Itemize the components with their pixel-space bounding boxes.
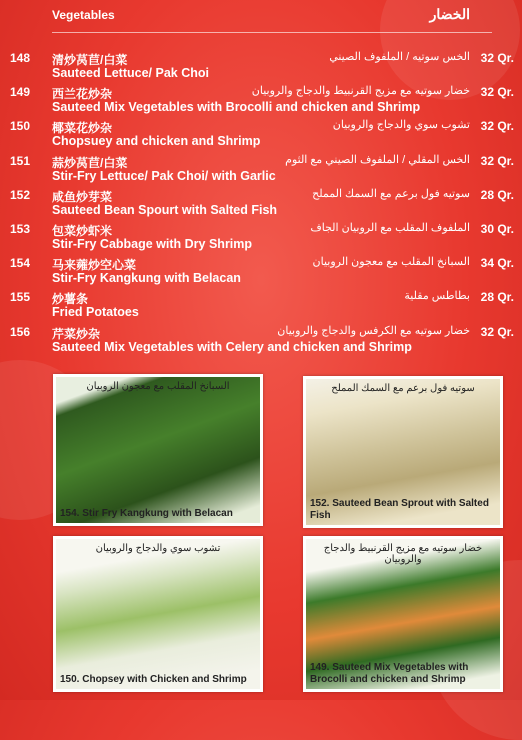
item-name-cn: 马来蕹炒空心菜 (52, 258, 137, 273)
item-name-en: Fried Potatoes (52, 305, 139, 320)
item-name-en: Sauteed Mix Vegetables with Celery and chicken and Shrimp (52, 339, 412, 354)
item-name-ar: السبانخ المقلب مع معجون الروبيان (312, 256, 470, 269)
item-number: 150 (10, 119, 31, 134)
item-price: 32 Qr. (480, 51, 514, 65)
dish-photo (53, 536, 263, 692)
item-price: 32 Qr. (480, 85, 514, 100)
section-title-en: Vegetables (52, 8, 115, 22)
menu-item (0, 49, 522, 83)
dish-photo (303, 376, 503, 528)
photo-caption: 150. Chopsey with Chicken and Shrimp (60, 674, 247, 685)
dish-photo (53, 374, 263, 526)
item-number: 155 (10, 290, 31, 305)
item-name-en: Chopsuey and chicken and Shrimp (52, 134, 261, 149)
photo-caption-ar: خضار سوتيه مع مزيج القرنبيط والدجاج والروبيان (323, 543, 483, 565)
section-title-ar: الخضار (429, 6, 470, 22)
item-number: 149 (10, 85, 31, 100)
photo-caption-ar: تشوب سوي والدجاج والروبيان (95, 543, 221, 554)
item-name-en: Sauteed Lettuce/ Pak Choi (52, 66, 209, 80)
item-number: 152 (10, 187, 31, 202)
item-price: 32 Qr. (480, 324, 514, 339)
item-name-cn: 炒薯条 (52, 292, 89, 307)
menu-item (0, 186, 522, 220)
photo-caption: 149. Sauteed Mix Vegetables with Brocolli and chicken and Shrimp (310, 662, 469, 685)
item-number: 148 (10, 51, 31, 65)
menu-item (0, 254, 522, 288)
item-name-en: Stir-Fry Cabbage with Dry Shrimp (52, 236, 253, 251)
section-header (52, 8, 492, 26)
item-name-ar: الخس المقلي / الملفوف الصيني مع الثوم (285, 153, 470, 166)
item-name-ar: الخس سوتيه / الملفوف الصيني (329, 51, 470, 63)
item-name-cn: 咸鱼炒芽菜 (52, 189, 113, 204)
item-name-ar: خضار سوتيه مع مزيج القرنبيط والدجاج والروبيان (251, 85, 470, 98)
item-price: 34 Qr. (480, 256, 514, 271)
menu-list (0, 49, 522, 357)
photo-caption-ar: السبانخ المقلب مع معجون الروبيان (86, 381, 230, 392)
item-price: 30 Qr. (480, 221, 514, 236)
menu-item (0, 288, 522, 322)
item-price: 28 Qr. (480, 187, 514, 202)
item-name-ar: خضار سوتيه مع الكرفس والدجاج والروبيان (277, 324, 470, 337)
item-name-ar: تشوب سوي والدجاج والروبيان (332, 119, 470, 132)
menu-item (0, 117, 522, 151)
item-name-en: Stir-Fry Lettuce/ Pak Choi/ with Garlic (52, 168, 276, 183)
item-name-en: Stir-Fry Kangkung with Belacan (52, 271, 241, 286)
item-name-en: Sauteed Mix Vegetables with Brocolli and chicken and Shrimp (52, 100, 421, 115)
item-name-cn: 清炒莴苣/白菜 (52, 53, 128, 67)
item-name-cn: 蒜炒莴苣/白菜 (52, 155, 128, 170)
item-name-ar: بطاطس مقلية (404, 290, 470, 303)
menu-item (0, 152, 522, 186)
item-name-cn: 包菜炒虾米 (52, 223, 113, 238)
photo-caption-ar: سوتيه فول برعم مع السمك المملح (331, 383, 475, 394)
item-name-cn: 西兰花炒杂 (52, 87, 113, 102)
dish-photo (303, 536, 503, 692)
item-name-cn: 椰菜花炒杂 (52, 121, 113, 136)
header-divider (52, 32, 492, 33)
photo-caption: 152. Sauteed Bean Sprout with Salted Fish (310, 498, 489, 521)
menu-item (0, 220, 522, 254)
item-number: 156 (10, 324, 31, 339)
item-number: 151 (10, 153, 31, 168)
item-number: 154 (10, 256, 31, 271)
item-price: 32 Qr. (480, 153, 514, 168)
photo-caption: 154. Stir Fry Kangkung with Belacan (60, 508, 233, 519)
item-name-cn: 芹菜炒杂 (52, 326, 101, 341)
item-name-ar: سوتيه فول برعم مع السمك المملح (312, 187, 470, 200)
menu-item (0, 323, 522, 357)
item-name-ar: الملفوف المقلب مع الروبيان الجاف (310, 221, 470, 234)
item-price: 28 Qr. (480, 290, 514, 305)
item-name-en: Sauteed Bean Spourt with Salted Fish (52, 202, 278, 217)
item-price: 32 Qr. (480, 119, 514, 134)
item-number: 153 (10, 221, 31, 236)
menu-item (0, 83, 522, 117)
